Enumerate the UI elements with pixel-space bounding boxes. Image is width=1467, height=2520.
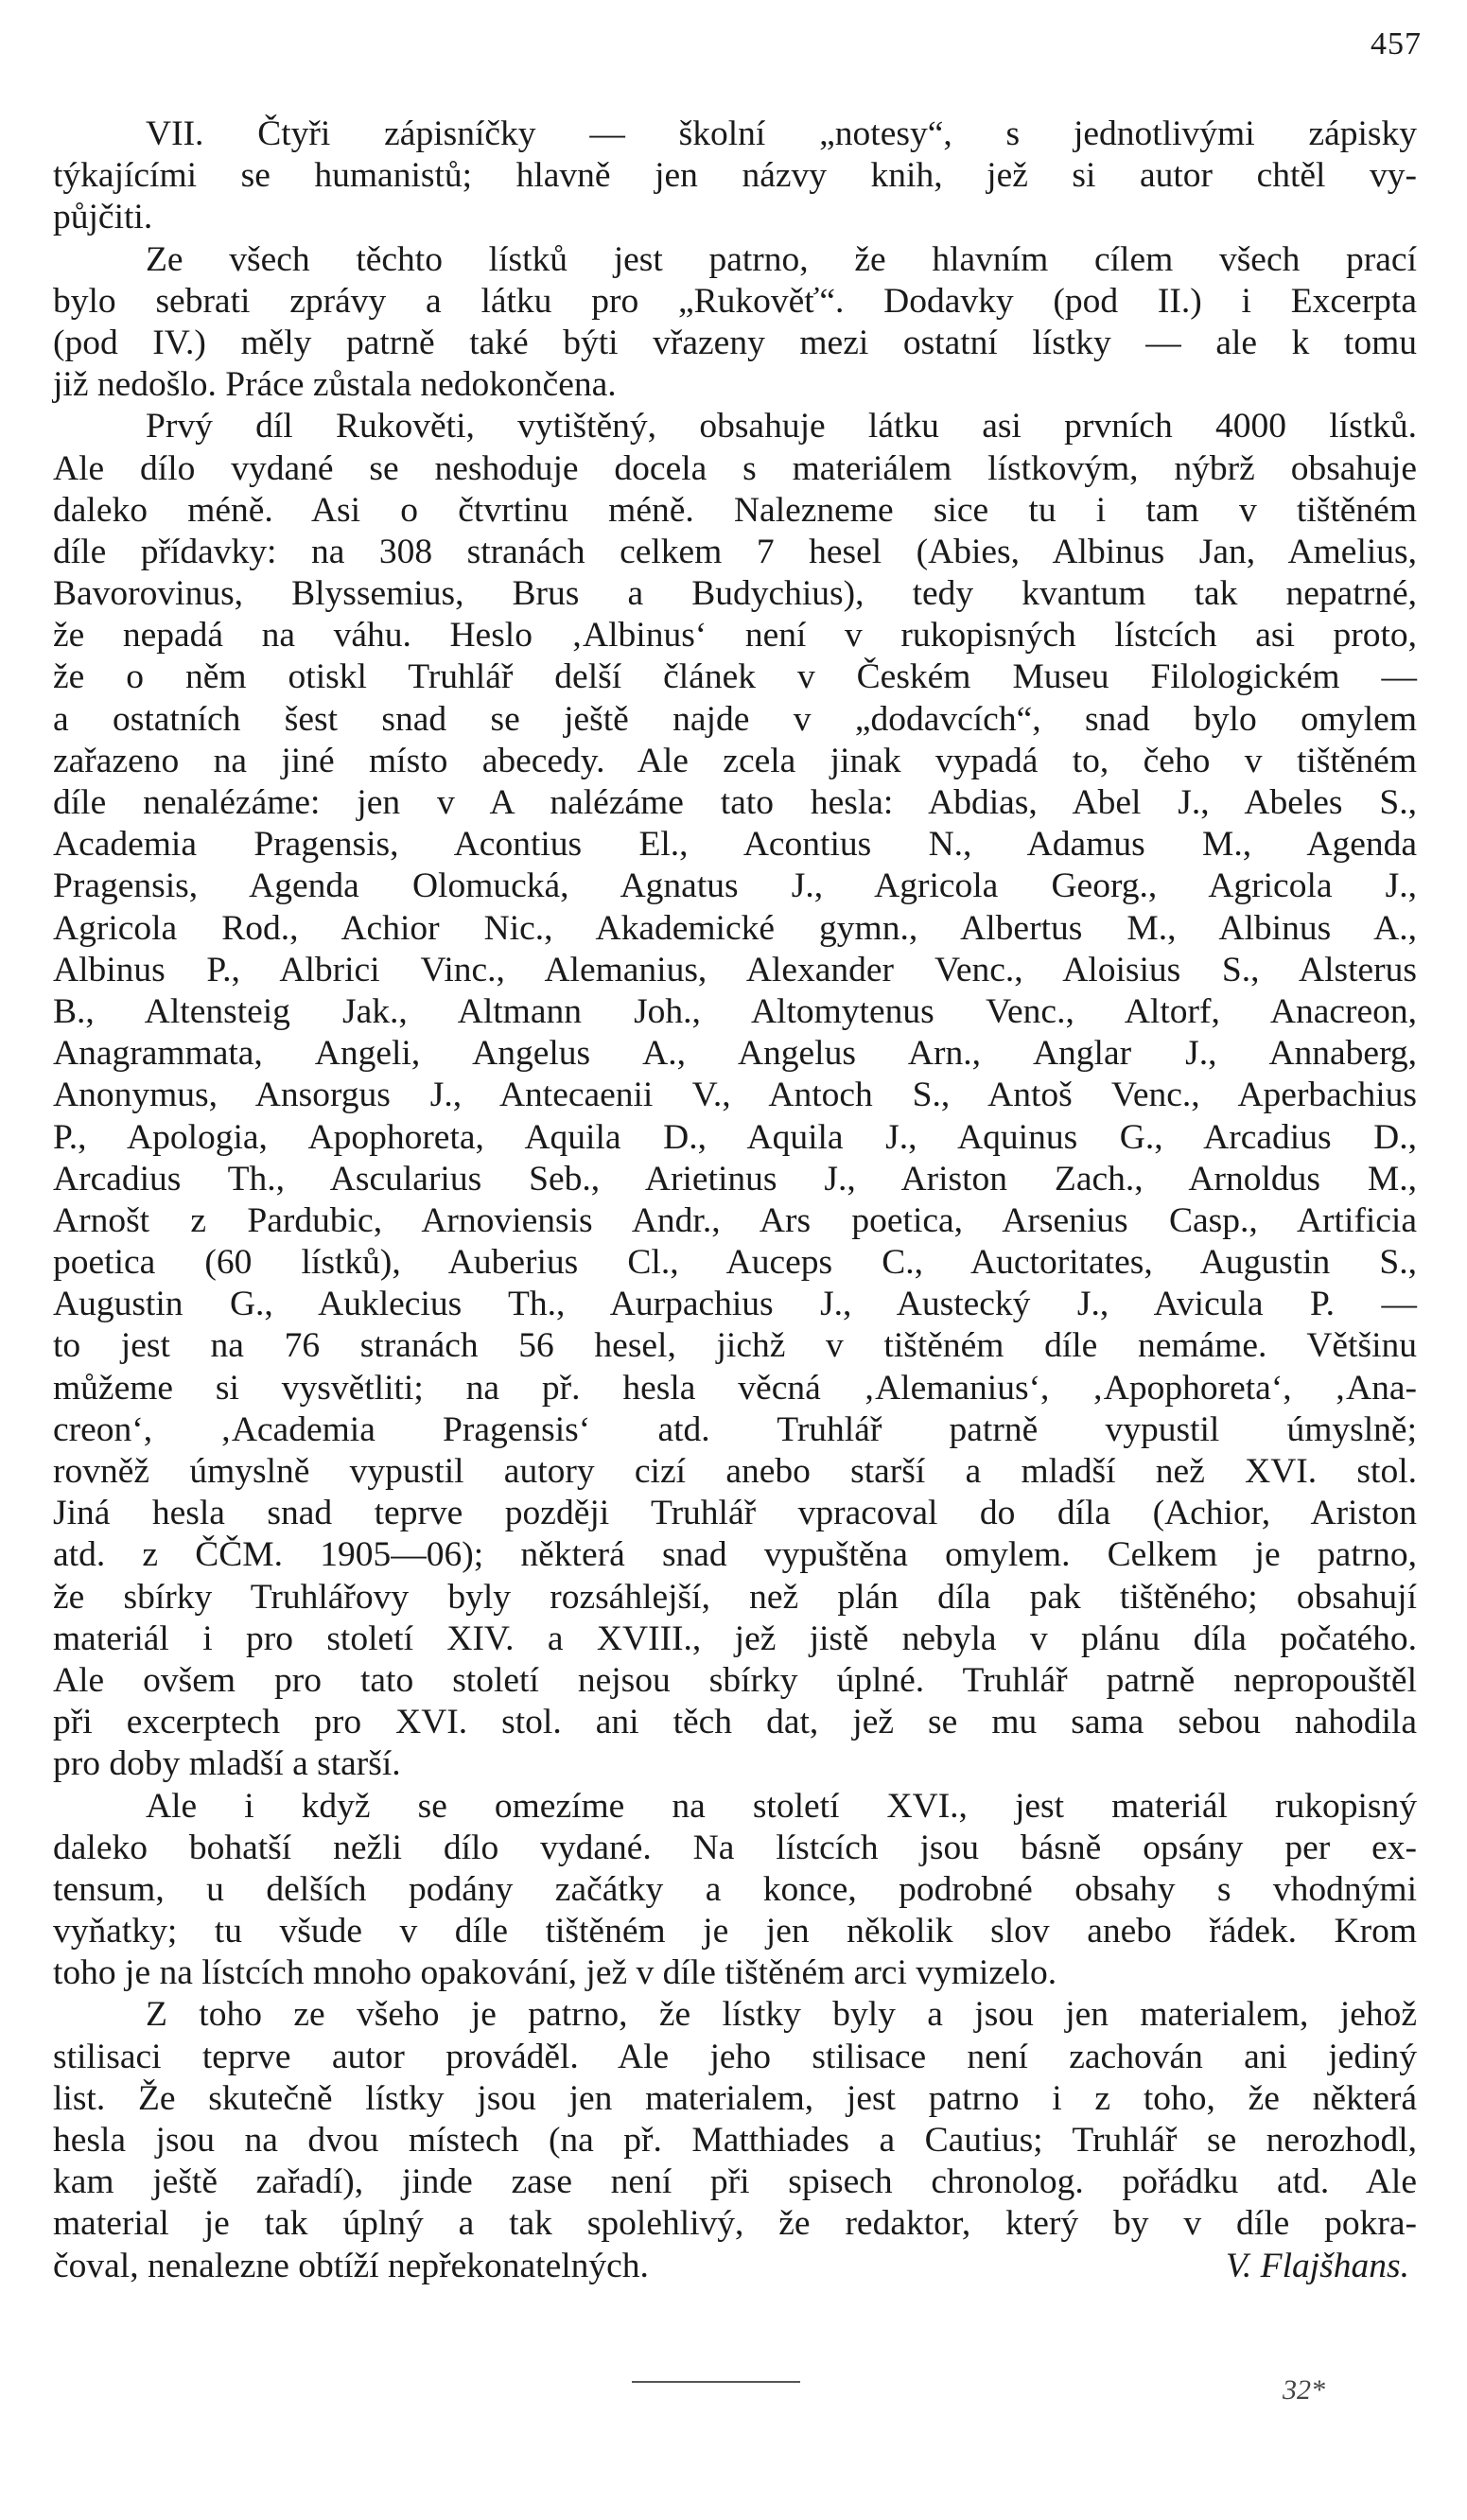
text-line: P., Apologia, Apophoreta, Aquila D., Aquila J., Aquinus G., Arcadius D., [53,1117,1417,1157]
text-line: creon‘, ‚Academia Pragensis‘ atd. Truhlář patrně vypustil úmyslně; [53,1409,1417,1449]
text-line: Augustin G., Auklecius Th., Aurpachius J., Austecký J., Avicula P. — [53,1285,1417,1324]
text-line: Bavorovinus, Blyssemius, Brus a Budychius), tedy kvantum tak nepatrné, [53,574,1417,614]
text-line: Ale dílo vydané se neshoduje docela s materiálem lístkovým, nýbrž obsahuje [53,448,1417,488]
text-line: týkajícími se humanistů; hlavně jen názvy knih, jež si autor chtěl vy- [53,156,1417,196]
text-line: Anonymus, Ansorgus J., Antecaenii V., Antoch S., Antoš Venc., Aperbachius [53,1076,1417,1115]
author-signature: V. Flajšhans. [1225,2246,1409,2285]
text-line: Albinus P., Albrici Vinc., Alemanius, Alexander Venc., Aloisius S., Alsterus [53,950,1417,989]
text-line: zařazeno na jiné místo abecedy. Ale zcela jinak vypadá to, čeho v tištěném [53,741,1417,780]
text-body [53,114,1417,2287]
text-line: rovněž úmyslně vypustil autory cizí anebo starší a mladší než XVI. stol. [53,1452,1417,1491]
text-line: tensum, u delších podány začátky a konce, podrobné obsahy s vhodnými [53,1869,1417,1909]
text-line: pro doby mladší a starší. [53,1744,401,1784]
text-line: material je tak úplný a tak spolehlivý, že redaktor, který by v díle pokra- [53,2204,1417,2244]
final-line-text: čoval, nenalezne obtíží nepřekonatelných. [53,2246,649,2285]
text-line: Jiná hesla snad teprve později Truhlář vpracoval do díla (Achior, Ariston [53,1494,1417,1533]
text-line: bylo sebrati zprávy a látku pro „Rukověť“. Dodavky (pod II.) i Excerpta [53,281,1417,321]
text-line: VII. Čtyři zápisníčky — školní „notesy“, s jednotlivými zápisky [146,114,1417,153]
text-line: Anagrammata, Angeli, Angelus A., Angelus Arn., Anglar J., Annaberg, [53,1034,1417,1074]
text-line: Z toho ze všeho je patrno, že lístky byly a jsou jen materialem, jehož [146,1995,1417,2035]
final-line [53,2246,1417,2287]
text-line: materiál i pro století XIV. a XVIII., jež jistě nebyla v plánu díla počatého. [53,1619,1417,1658]
text-line: Ze všech těchto lístků jest patrno, že hlavním cílem všech prací [146,239,1417,279]
text-line: že nepadá na váhu. Heslo ‚Albinus‘ není v rukopisných lístcích asi proto, [53,616,1417,656]
text-line: Academia Pragensis, Acontius El., Acontius N., Adamus M., Agenda [53,825,1417,865]
text-line: díle přídavky: na 308 stranách celkem 7 hesel (Abies, Albinus Jan, Amelius, [53,532,1417,571]
text-line: atd. z ČČM. 1905—06); některá snad vypuštěna omylem. Celkem je patrno, [53,1535,1417,1575]
text-line: Agricola Rod., Achior Nic., Akademické gymn., Albertus M., Albinus A., [53,908,1417,948]
text-line: to jest na 76 stranách 56 hesel, jichž v tištěném díle nemáme. Většinu [53,1326,1417,1366]
text-line: Arcadius Th., Ascularius Seb., Arietinus J., Ariston Zach., Arnoldus M., [53,1159,1417,1199]
text-line: že o něm otiskl Truhlář delší článek v Českém Museu Filologickém — [53,657,1417,697]
text-line: Ale ovšem pro tato století nejsou sbírky úplné. Truhlář patrně nepropouštěl [53,1660,1417,1700]
text-line: hesla jsou na dvou místech (na př. Matthiades a Cautius; Truhlář se nerozhodl, [53,2121,1417,2160]
signature-mark: 32* [1283,2374,1325,2406]
text-line: Prvý díl Rukověti, vytištěný, obsahuje látku asi prvních 4000 lístků. [146,407,1417,446]
text-line: že sbírky Truhlářovy byly rozsáhlejší, než plán díla pak tištěného; obsahují [53,1577,1417,1617]
text-line: při excerptech pro XVI. stol. ani těch dat, jež se mu sama sebou nahodila [53,1703,1417,1742]
text-line: (pod IV.) měly patrně také býti vřazeny mezi ostatní lístky — ale k tomu [53,323,1417,362]
footer-rule [632,2381,800,2383]
text-line: již nedošlo. Práce zůstala nedokončena. [53,365,617,405]
text-line: půjčiti. [53,198,153,237]
text-line: a ostatních šest snad se ještě najde v „dodavcích“, snad bylo omylem [53,699,1417,739]
text-line: díle nenalézáme: jen v A nalézáme tato hesla: Abdias, Abel J., Abeles S., [53,783,1417,822]
text-line: B., Altensteig Jak., Altmann Joh., Altomytenus Venc., Altorf, Anacreon, [53,991,1417,1031]
text-line: poetica (60 lístků), Auberius Cl., Auceps C., Auctoritates, Augustin S., [53,1243,1417,1283]
text-line: můžeme si vysvětliti; na př. hesla věcná ‚Alemanius‘, ‚Apophoreta‘, ‚Ana- [53,1368,1417,1408]
text-line: vyňatky; tu všude v díle tištěném je jen několik slov anebo řádek. Krom [53,1912,1417,1951]
text-line: list. Že skutečně lístky jsou jen materialem, jest patrno i z toho, že některá [53,2078,1417,2118]
text-line: Arnošt z Pardubic, Arnoviensis Andr., Ars poetica, Arsenius Casp., Artificia [53,1200,1417,1240]
text-line: stilisaci teprve autor prováděl. Ale jeho stilisace není zachován ani jediný [53,2037,1417,2076]
text-line: daleko méně. Asi o čtvrtinu méně. Nalezneme sice tu i tam v tištěném [53,490,1417,530]
text-line: Pragensis, Agenda Olomucká, Agnatus J., Agricola Georg., Agricola J., [53,866,1417,906]
page-number: 457 [1371,26,1422,61]
text-line: daleko bohatší nežli dílo vydané. Na lístcích jsou básně opsány per ex- [53,1828,1417,1867]
text-line: kam ještě zařadí), jinde zase není při spisech chronolog. pořádku atd. Ale [53,2162,1417,2202]
text-line: Ale i když se omezíme na století XVI., jest materiál rukopisný [146,1786,1417,1826]
text-line: toho je na lístcích mnoho opakování, jež v díle tištěném arci vymizelo. [53,1953,1057,1993]
